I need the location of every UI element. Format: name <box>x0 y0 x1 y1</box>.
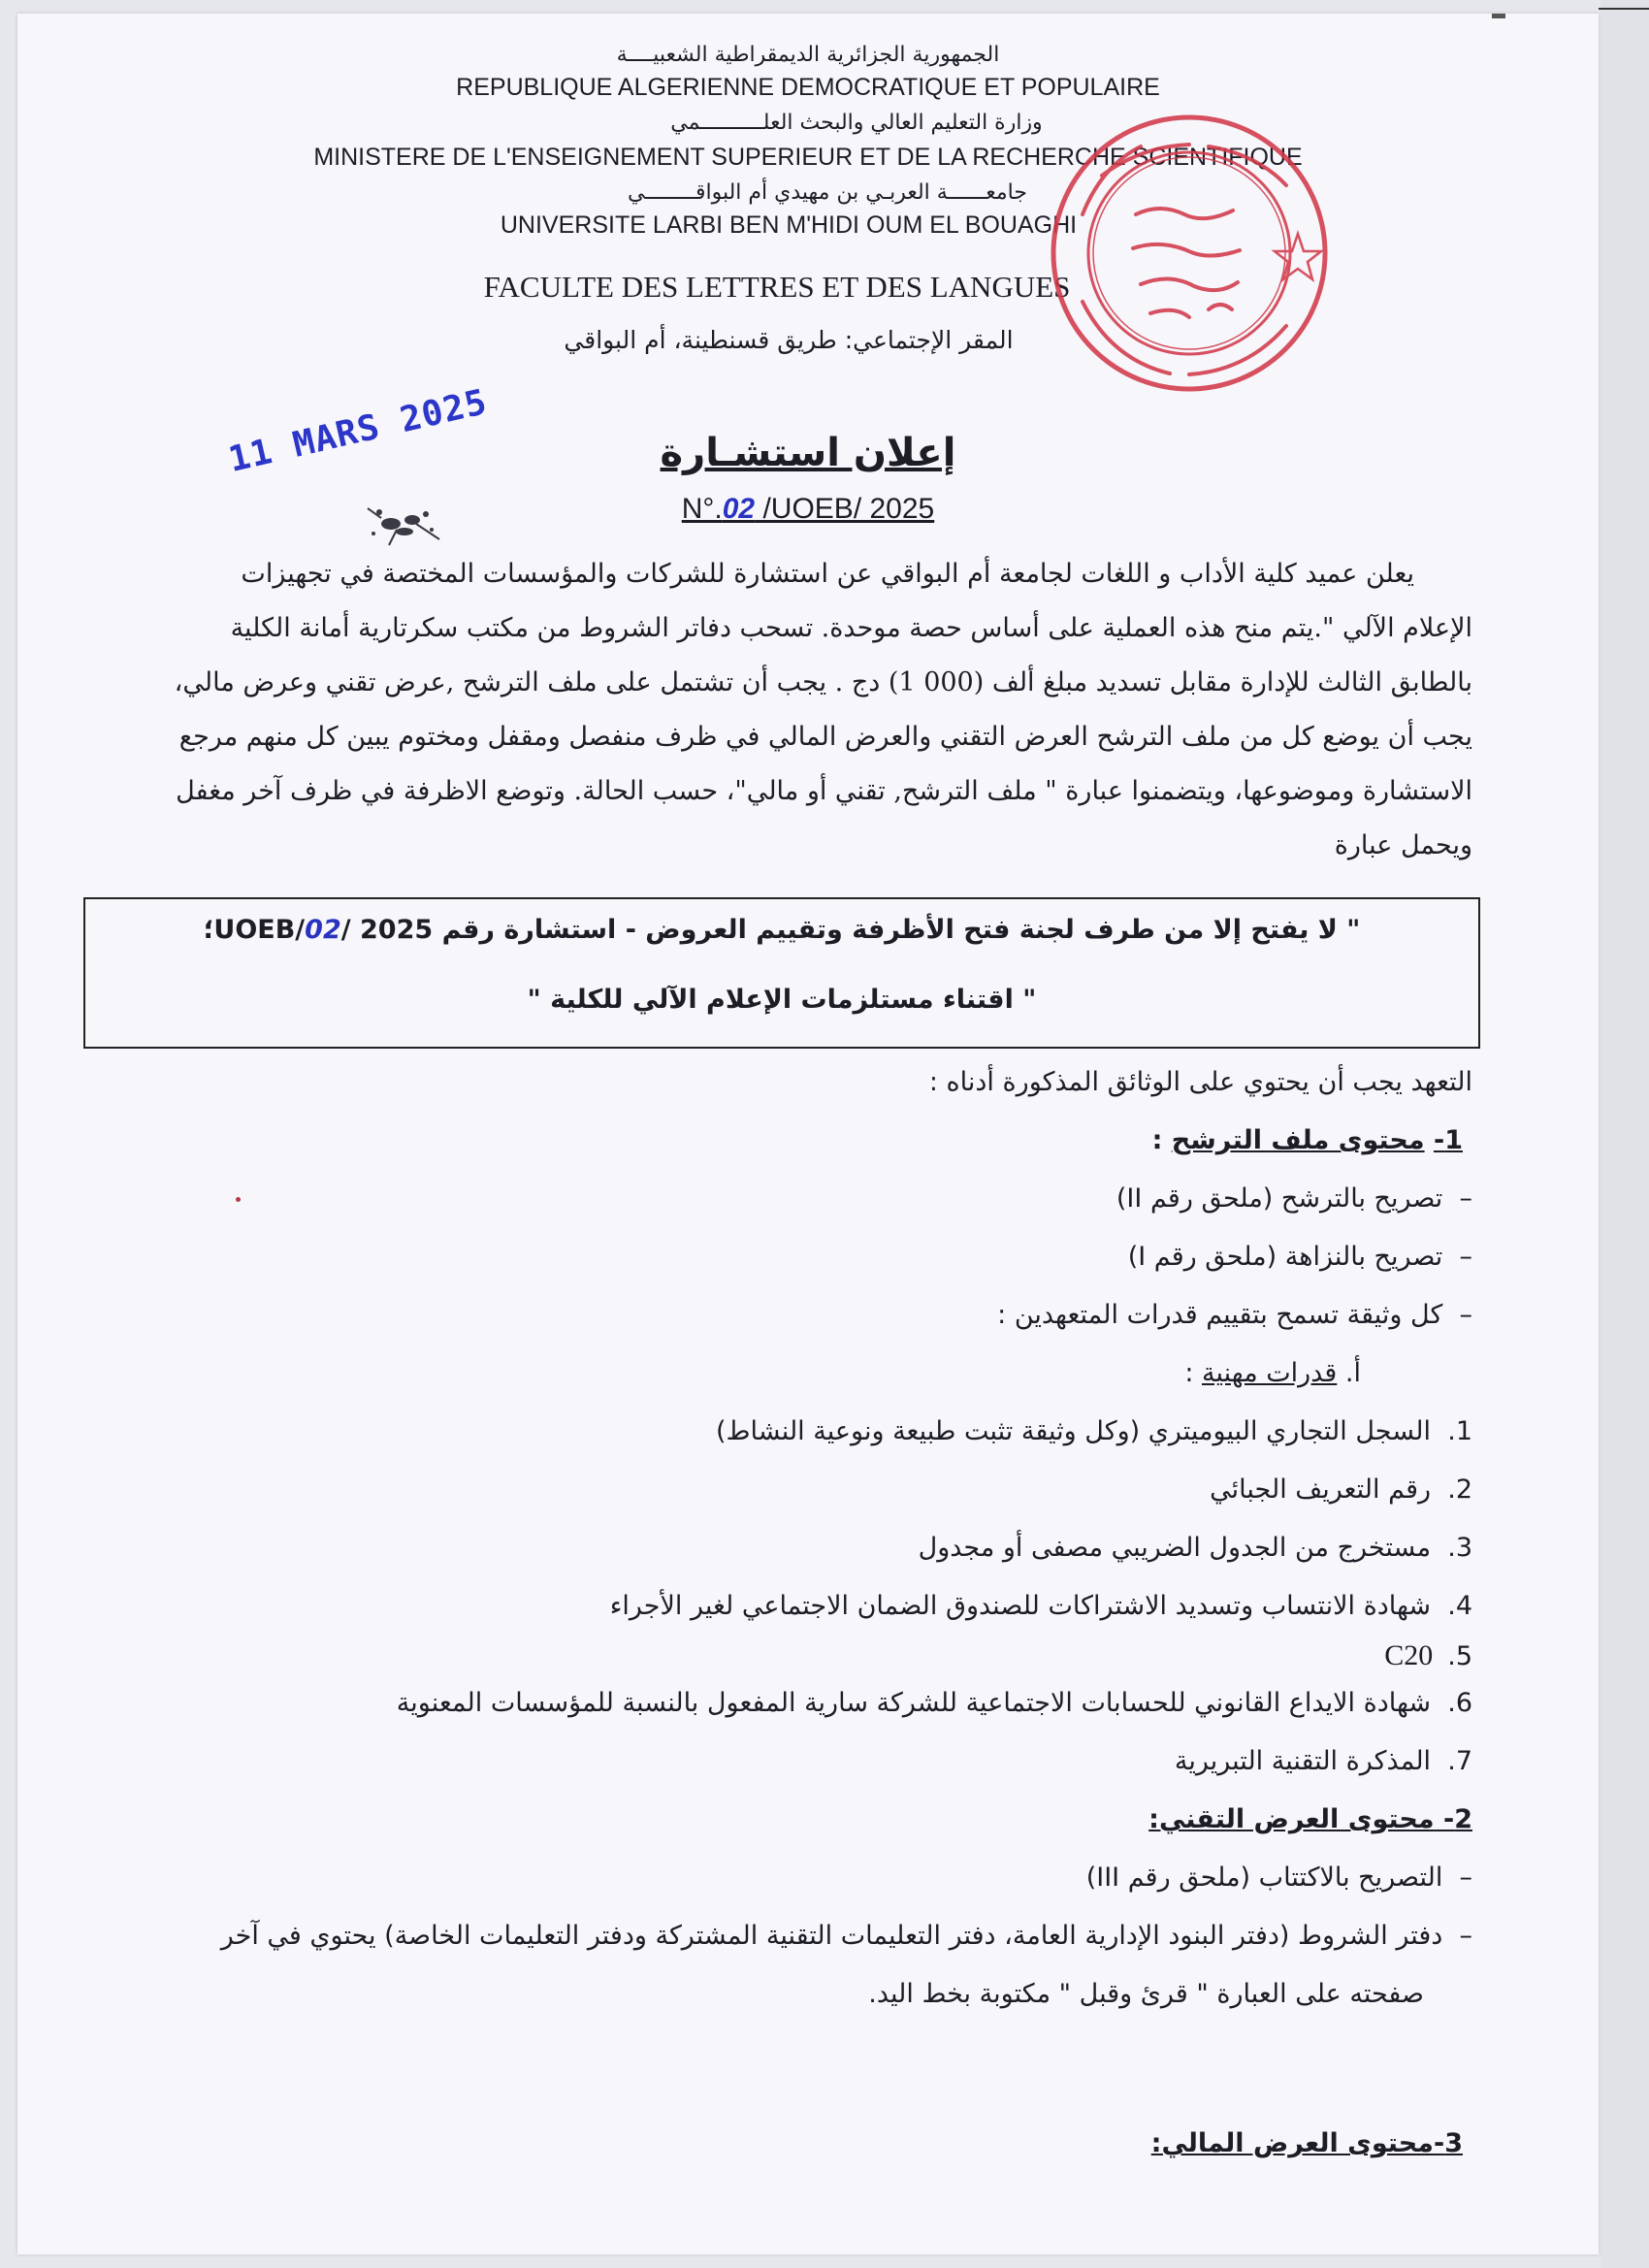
inscription-line-2: " اقتناء مستلزمات الإعلام الآلي للكلية " <box>527 985 1037 1015</box>
section-2-number: 2- <box>1442 1804 1472 1834</box>
section-2-item-text: دفتر الشروط (دفتر البنود الإدارية العامة، دفتر التعليمات التقنية المشتركة ودفتر التعليمات الخاصة) يحتوي في آخر <box>220 1921 1443 1951</box>
body-line-2: الإعلام الآلي ".يتم منح هذه العملية على أساس حصة موحدة. تسحب دفاتر الشروط من مكتب سكرتارية أمانة الكلية <box>230 613 1472 643</box>
inscription-text: " لا يفتح إلا من طرف لجنة فتح الأظرفة وتقييم العروض - استشارة رقم 2025 /UOEB/ <box>213 915 1361 945</box>
numbered-item-text: شهادة الايداع القانوني للحسابات الاجتماعية للشركة سارية المفعول بالنسبة للمؤسسات المعنوية <box>396 1688 1432 1718</box>
numbered-item-index: 4. <box>1447 1591 1472 1621</box>
ministry-fr: MINISTERE DE L'ENSEIGNEMENT SUPERIEUR ET DE LA RECHERCHE SCIENTIFIQUE <box>313 144 1303 171</box>
numbered-item <box>716 1416 1472 1446</box>
scan-margin <box>1600 0 1649 2268</box>
numbered-item <box>919 1533 1472 1563</box>
numbered-item <box>610 1591 1472 1621</box>
section-2-continuation: صفحته على العبارة " قرئ وقبل " مكتوبة بخط اليد. <box>868 1979 1424 2009</box>
announcement-title: إعلان استشـارة <box>660 431 956 475</box>
numbered-item <box>1384 1639 1472 1672</box>
numbered-item-text: المذكرة التقنية التبريرية <box>1174 1746 1432 1776</box>
subsection-a-title: قدرات مهنية <box>1202 1358 1338 1388</box>
numbered-item-index: .5 <box>1447 1641 1472 1671</box>
inscription-number: 02 <box>305 915 341 945</box>
subsection-a-marker: أ. <box>1344 1358 1361 1388</box>
scan-speck <box>1492 14 1505 18</box>
numbered-item-index: 6. <box>1447 1688 1472 1718</box>
ministry-ar: وزارة التعليم العالي والبحث العلــــــــــمي <box>670 111 1043 135</box>
section-1-colon: : <box>1151 1125 1172 1155</box>
republic-fr: REPUBLIQUE ALGERIENNE DEMOCRATIQUE ET POPULAIRE <box>456 74 1160 101</box>
inscription-end: ؛ <box>203 915 214 945</box>
section-3-title: محتوى العرض المالي: <box>1150 2128 1434 2158</box>
body-line-3: بالطابق الثالث للإدارة مقابل تسديد مبلغ ألف (000 1) دج . يجب أن تشتمل على ملف الترشح ,عرض تقني وعرض مالي، <box>174 667 1472 697</box>
section-1-item-text: تصريح بالترشح (ملحق رقم II) <box>1116 1183 1443 1214</box>
university-fr: UNIVERSITE LARBI BEN M'HIDI OUM EL BOUAGHI <box>500 211 1078 239</box>
numbered-item-index: 7. <box>1447 1746 1472 1776</box>
numbered-item <box>1175 1746 1472 1776</box>
subsection-a <box>1184 1358 1361 1388</box>
body-line-5: الاستشارة وموضوعها، ويتضمنوا عبارة " ملف الترشح, تقني أو مالي"، حسب الحالة. وتوضع الاظرفة في ظرف آخر مغفل <box>176 776 1472 806</box>
numbered-item-index: 1. <box>1447 1416 1472 1446</box>
section-1-title: محتوى ملف الترشح <box>1171 1125 1425 1155</box>
numbered-item-index: 3. <box>1447 1533 1472 1563</box>
section-1-item-text: تصريح بالنزاهة (ملحق رقم I) <box>1127 1242 1443 1272</box>
inscription-line-1 <box>85 915 1478 945</box>
section-2-heading <box>1148 1804 1472 1834</box>
section-2-item: – دفتر الشروط (دفتر البنود الإدارية العامة، دفتر التعليمات التقنية المشتركة ودفتر التعليمات الخاصة) يحتوي في آخر <box>220 1921 1472 1951</box>
address-ar: المقر الإجتماعي: طريق قسنطينة، أم البواقي <box>564 326 1014 354</box>
date-stamp: 11 MARS 2025 <box>224 381 492 481</box>
section-1-item: – تصريح بالنزاهة (ملحق رقم I) <box>1127 1242 1472 1272</box>
numbered-item-text: مستخرج من الجدول الضريبي مصفى أو مجدول <box>918 1533 1432 1563</box>
section-1-item: – كل وثيقة تسمح بتقييم قدرات المتعهدين : <box>997 1300 1472 1330</box>
scan-edge-line <box>1599 8 1649 10</box>
university-ar: جامعــــــة العربـي بن مهيدي أم البواقــــــــي <box>628 180 1027 205</box>
section-1-heading <box>1152 1125 1463 1155</box>
body-line-4: يجب أن يوضع كل من ملف الترشح العرض التقني والعرض المالي في ظرف منفصل ومقفل ومختوم يبين كل منهم مرجع <box>178 722 1472 752</box>
announcement-body <box>114 547 1472 873</box>
numbered-item <box>397 1688 1472 1718</box>
numbered-item-index: 2. <box>1447 1474 1472 1505</box>
section-2-title: محتوى العرض التقني: <box>1148 1804 1435 1834</box>
numbered-item-text: السجل التجاري البيوميتري (وكل وثيقة تثبت طبيعة ونوعية النشاط) <box>715 1416 1432 1446</box>
section-3-number: 3- <box>1433 2128 1463 2158</box>
document-page <box>17 14 1599 2254</box>
scan-speck <box>236 1197 241 1202</box>
section-1-number: 1- <box>1433 1125 1463 1155</box>
section-3-heading <box>1151 2128 1463 2158</box>
section-1-item-text: كل وثيقة تسمح بتقييم قدرات المتعهدين : <box>997 1300 1443 1330</box>
reference-prefix: N°. <box>681 493 723 525</box>
faculty-fr: FACULTE DES LETTRES ET DES LANGUES <box>483 270 1071 304</box>
commitment-intro: التعهد يجب أن يحتوي على الوثائق المذكورة أدناه : <box>928 1067 1472 1097</box>
subsection-a-colon: : <box>1184 1358 1202 1388</box>
reference-suffix: /UOEB/ 2025 <box>755 493 935 525</box>
numbered-item-text: شهادة الانتساب وتسديد الاشتراكات للصندوق الضمان الاجتماعي لغير الأجراء <box>609 1591 1432 1621</box>
envelope-inscription-box <box>83 897 1480 1049</box>
body-line-1: يعلن عميد كلية الأداب و اللغات لجامعة أم البواقي عن استشارة للشركات والمؤسسات المختصة في تجهيزات <box>241 559 1414 589</box>
numbered-item-text: C20 <box>1384 1639 1434 1671</box>
body-line-6: ويحمل عبارة <box>1334 830 1472 860</box>
numbered-item <box>1210 1474 1472 1505</box>
republic-ar: الجمهورية الجزائرية الديمقراطية الشعبيــــة <box>616 43 1000 67</box>
numbered-item-text: رقم التعريف الجبائي <box>1210 1474 1432 1505</box>
section-2-item: – التصريح بالاكتتاب (ملحق رقم III) <box>1085 1863 1472 1893</box>
section-2-item-text: التصريح بالاكتتاب (ملحق رقم III) <box>1085 1863 1443 1893</box>
section-1-item: – تصريح بالترشح (ملحق رقم II) <box>1116 1183 1472 1214</box>
announcement-reference <box>17 493 1599 526</box>
reference-number: 02 <box>722 493 756 525</box>
